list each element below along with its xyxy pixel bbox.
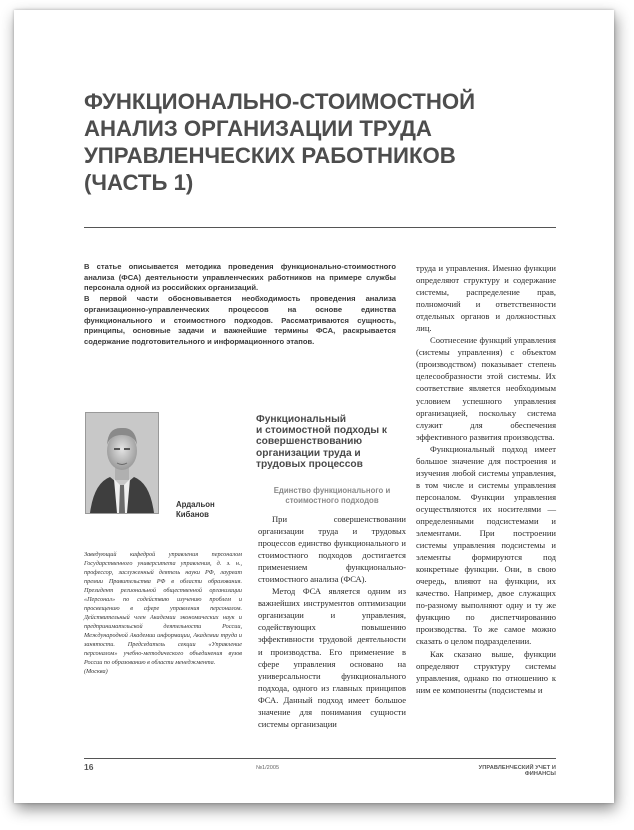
article-lead: [84, 262, 396, 348]
body-paragraph: Соотнесение функций управления (системы управления) с объектом (производством) показывает степень целесообразности этой системы. Их соответствие является необходимым условием успешного управления организацией, поскольку система служит для обеспечения эффективного развития производства.: [416, 335, 556, 442]
magazine-page: [14, 10, 614, 803]
author-name: Ардальон Кибанов: [176, 500, 215, 519]
body-paragraph: Метод ФСА является одним из важнейших инструментов оптимизации организации и управления, содействующих повышению эффективности трудовой деятельности и производства. Его применение в сфере управления основано на универсальности функционального подхода, одного из главных принципов ФСА. Данный подход имеет большое значение для понимания сущности системы организации: [258, 586, 406, 729]
body-paragraph: труда и управления. Именно функции определяют структуру и содержание системы, распределение прав, полномочий и ответственности отдельных органов и должностных лиц.: [416, 263, 556, 334]
body-paragraph: Функциональный подход имеет большое значение для построения и изучения любой системы управления, в том числе и системы управления персоналом. Функции управления осуществляются их носителями — определенными подсистемами и элементами. При построении системы управления подсистемы и элементы формируются под конкретные функции. Они, в свою очередь, влияют на функции, их качество. Например, двое служащих по-разному выполняют одну и ту же функцию по диспетчированию производства. То же самое можно сказать о целом подразделении.: [416, 443, 556, 647]
author-photo: [85, 412, 159, 514]
issue-number: №1/2005: [256, 765, 280, 771]
author-bio: Заведующий кафедрой управления персоналом Государственного университета управления, д. э. н., профессор, заслуженный деятель науки РФ, лауреат премии Правительства РФ в области образования. Президент региональной общественной организации «Персонал» по содействию изучению проблем и просвещению в сфере управления персоналом. Действительный член Академии экономических наук и предпринимательской деятельности России, Международной Академии информации, Академии труда и занятости. Председатель секции «Управление персоналом» учебно-методического объединения вузов России по образованию в области менеджмента. (Москва): [84, 551, 242, 675]
article-title: ФУНКЦИОНАЛЬНО-СТОИМОСТНОЙ АНАЛИЗ ОРГАНИЗАЦИИ ТРУДА УПРАВЛЕНЧЕСКИХ РАБОТНИКОВ (ЧАСТЬ 1): [84, 89, 476, 195]
section-heading: Функциональный и стоимостной подходы к совершенствованию организации труда и трудовых процессов: [256, 414, 388, 470]
body-column-middle: [258, 513, 406, 730]
lead-paragraph: В статье описывается методика проведения функционально-стоимостного анализа (ФСА) деятельности управленческих работников на примере службы персонала одной из российских организаций.: [84, 262, 396, 293]
body-paragraph: При совершенствовании организации труда и трудовых процессов единство функционального и стоимостного подходов достигается применением функционально-стоимостного анализа (ФСА).: [258, 514, 406, 585]
title-divider: [84, 227, 556, 228]
journal-name: УПРАВЛЕНЧЕСКИЙ УЧЕТ И ФИНАНСЫ: [478, 765, 556, 777]
body-paragraph: Как сказано выше, функции определяют структуру системы управления, однако по отношению к ним ее компоненты (подсистемы и: [416, 648, 556, 695]
footer-divider: [84, 758, 556, 759]
body-column-right: [416, 262, 556, 696]
section-subheading: Единство функционального и стоимостного подходов: [273, 486, 391, 505]
lead-paragraph: В первой части обосновывается необходимость проведения анализа организационно-управленческих процессов на основе единства функционального и стоимостного подходов. Рассматриваются сущность, принципы, основные задачи и важнейшие термины ФСА, раскрывается содержание подготовительного и информационного этапов.: [84, 294, 396, 346]
page-number: 16: [84, 762, 94, 772]
